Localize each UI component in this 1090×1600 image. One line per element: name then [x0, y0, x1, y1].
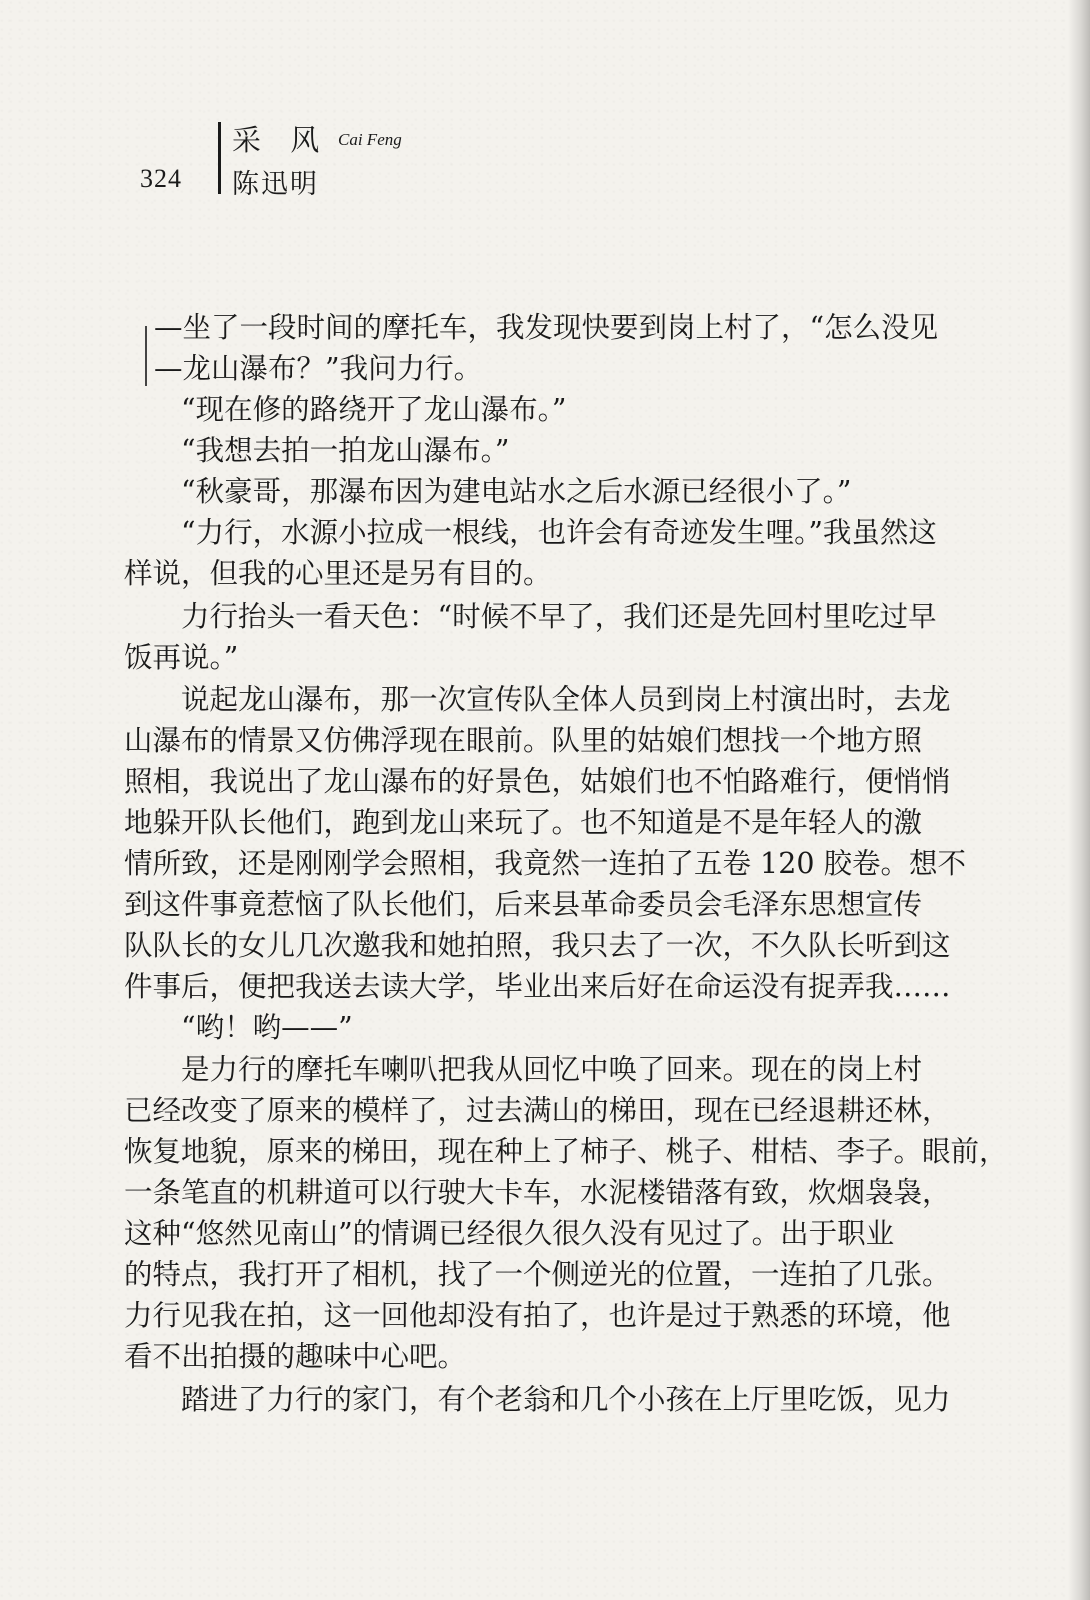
margin-mark [145, 326, 153, 386]
text-line: “现在修的路绕开了龙山瀑布。” [181, 393, 567, 426]
text-line: “我想去拍一拍龙山瀑布。” [181, 434, 510, 467]
text-line: 饭再说。” [124, 641, 239, 674]
author-name: 陈迅明 [232, 169, 319, 200]
page-edge-shadow [1068, 0, 1090, 1600]
column-title: 采 风 [232, 123, 330, 157]
text-line: —龙山瀑布？”我问力行。 [154, 352, 483, 385]
text-line: 件事后，便把我送去读大学，毕业出来后好在命运没有捉弄我…… [124, 970, 951, 1003]
text-line: —坐了一段时间的摩托车，我发现快要到岗上村了，“怎么没见 [154, 311, 939, 344]
header-divider [218, 122, 221, 194]
text-line: 恢复地貌，原来的梯田，现在种上了柿子、桃子、柑桔、李子。眼前， [124, 1135, 1008, 1168]
text-line: 情所致，还是刚刚学会照相，我竟然一连拍了五卷 120 胶卷。想不 [124, 847, 967, 880]
text-line: 踏进了力行的家门，有个老翁和几个小孩在上厅里吃饭，见力 [181, 1383, 951, 1416]
column-title-english: Cai Feng [338, 130, 402, 149]
text-line: 看不出拍摄的趣味中心吧。 [124, 1340, 467, 1373]
text-line: 地躲开队长他们，跑到龙山来玩了。也不知道是不是年轻人的激 [124, 806, 923, 839]
text-line: 已经改变了原来的模样了，过去满山的梯田，现在已经退耕还林， [124, 1094, 951, 1127]
text-line: “秋豪哥，那瀑布因为建电站水之后水源已经很小了。” [181, 475, 852, 508]
text-line: 照相，我说出了龙山瀑布的好景色，姑娘们也不怕路难行，便悄悄 [124, 765, 951, 798]
text-line: 力行见我在拍，这一回他却没有拍了，也许是过于熟悉的环境，他 [124, 1299, 951, 1332]
text-line: 说起龙山瀑布，那一次宣传队全体人员到岗上村演出时，去龙 [181, 683, 951, 716]
text-line: 队队长的女儿几次邀我和她拍照，我只去了一次，不久队长听到这 [124, 929, 951, 962]
text-line: 这种“悠然见南山”的情调已经很久很久没有见过了。出于职业 [124, 1217, 895, 1250]
text-line: “力行，水源小拉成一根线，也许会有奇迹发生哩。”我虽然这 [181, 516, 937, 549]
text-line: 样说，但我的心里还是另有目的。 [124, 557, 552, 590]
text-line: 山瀑布的情景又仿佛浮现在眼前。队里的姑娘们想找一个地方照 [124, 724, 923, 757]
text-line: 到这件事竟惹恼了队长他们，后来县革命委员会毛泽东思想宣传 [124, 888, 923, 921]
text-line: “哟！哟——” [181, 1011, 353, 1044]
text-line: 是力行的摩托车喇叭把我从回忆中唤了回来。现在的岗上村 [181, 1053, 923, 1086]
text-line: 一条笔直的机耕道可以行驶大卡车，水泥楼错落有致，炊烟袅袅， [124, 1176, 951, 1209]
page-number: 324 [140, 164, 182, 193]
text-line: 力行抬头一看天色：“时候不早了，我们还是先回村里吃过早 [181, 600, 937, 633]
text-line: 的特点，我打开了相机，找了一个侧逆光的位置，一连拍了几张。 [124, 1258, 951, 1291]
running-header [140, 118, 540, 198]
